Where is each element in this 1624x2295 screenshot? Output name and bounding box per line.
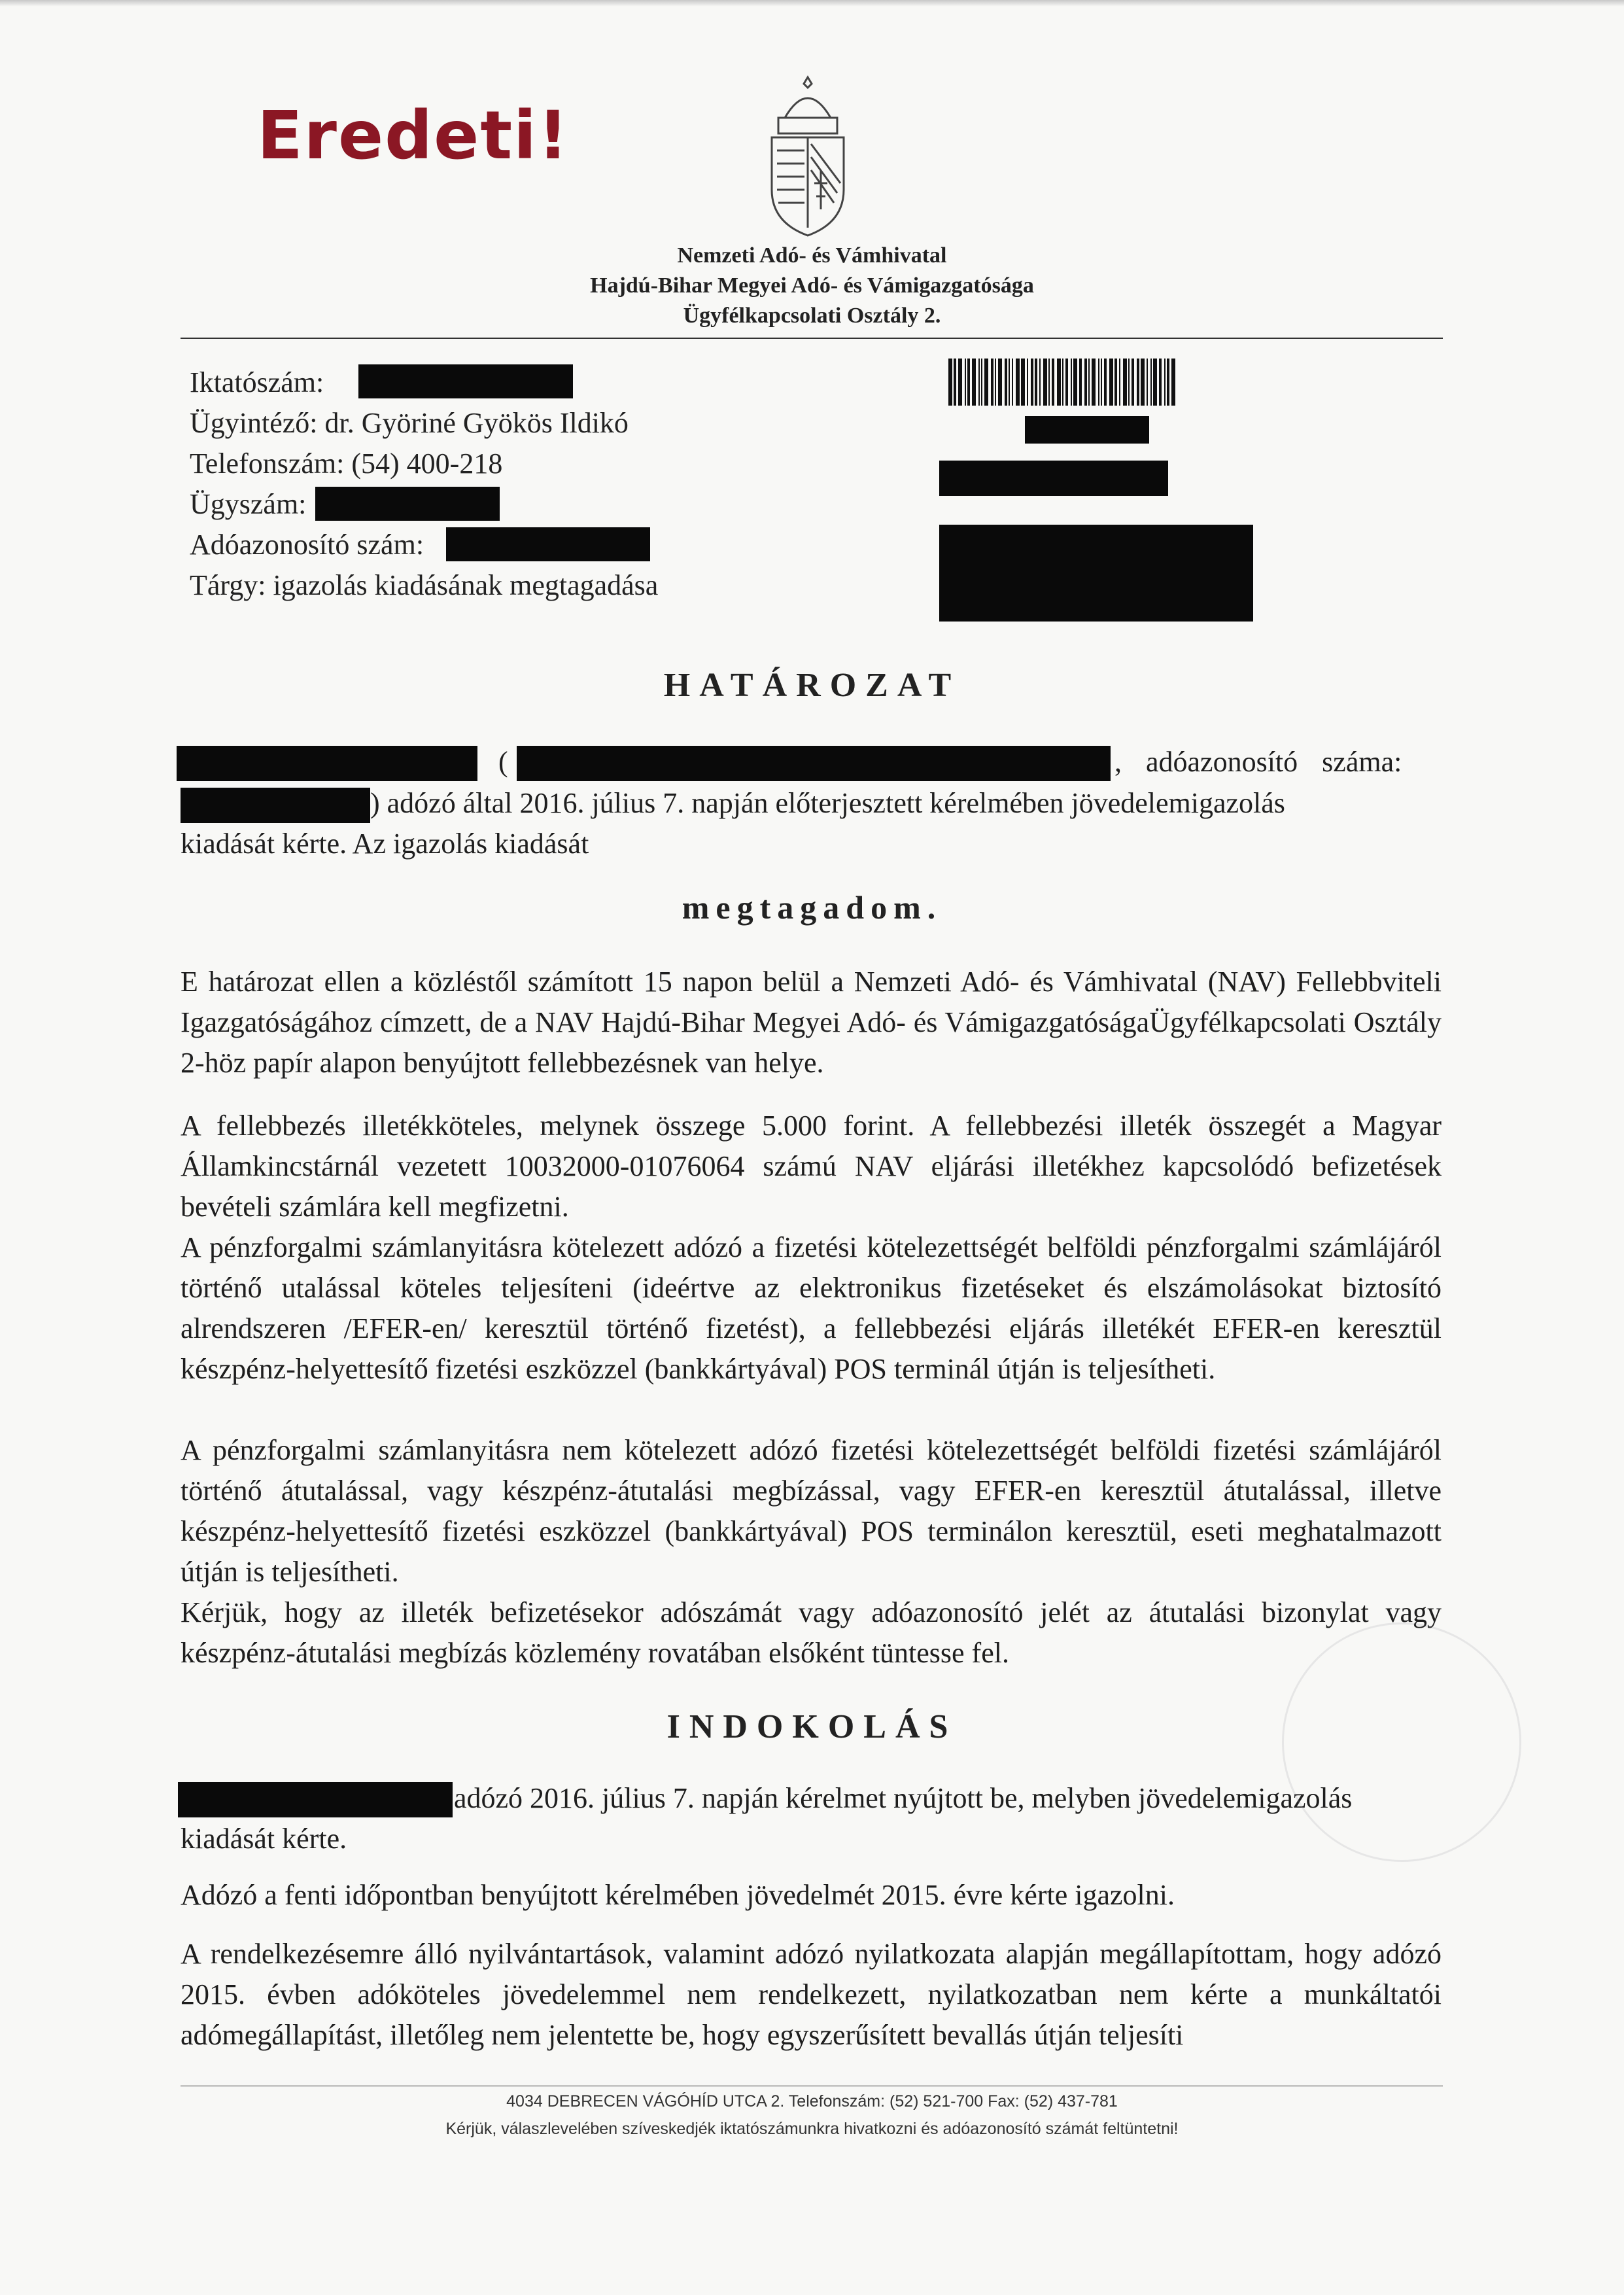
barcode-bar [1057, 359, 1061, 406]
redaction-recipient-address [939, 525, 1253, 622]
intro-open-paren: ( [498, 746, 508, 778]
barcode-bar [1071, 359, 1072, 406]
barcode-bar [1016, 359, 1020, 406]
agency-department: Ügyfélkapcsolati Osztály 2. [683, 304, 941, 328]
paragraph-payment-obligated: A pénzforgalmi számlanyitásra kötelezett adózó a fizetési kötelezettségét belföldi pénzforgalmi számlájáról történő utalással köteles teljesíteni (ideértve az elektronikus fizetéseket és elszámolásokat biztosító alrendszeren /EFER-en/ keresztül történő fizetést), a fellebbezési eljárás illetékét EFER-en keresztül készpénz-helyettesítő fizetési eszközzel (bankkártyával) POS terminál útján is teljesítheti. [181, 1231, 1442, 1385]
barcode-bar [1021, 359, 1025, 406]
meta-targy: Tárgy: igazolás kiadásának megtagadása [190, 569, 659, 601]
barcode-bar [995, 359, 996, 406]
title-indokolas: INDOKOLÁS [666, 1708, 958, 1745]
redaction-tax-id [181, 788, 370, 823]
barcode-bar [1119, 359, 1120, 406]
intro-tax-id-label: , adóazonosító száma: [1114, 746, 1402, 778]
title-hatarozat: HATÁROZAT [663, 667, 961, 704]
redaction-adoazonosito [446, 527, 650, 561]
paragraph-reference: Kérjük, hogy az illeték befizetésekor adószámát vagy adóazonosító jelét az átutalási bizonylat vagy készpénz-átutalási megbízás közlemény rovatában elsőként tüntesse fel. [181, 1596, 1442, 1669]
coat-of-arms-icon [759, 72, 857, 242]
barcode-bar [1048, 359, 1050, 406]
decision-megtagadom: megtagadom. [682, 889, 942, 926]
redaction-taxpayer-name [177, 746, 477, 781]
paragraph-fee: A fellebbezés illetékköteles, melynek összege 5.000 forint. A fellebbezési illeték összegét a Magyar Államkincstárnál vezetett 10032000-01076064 számú NAV eljárási illetékhez kapcsolódó befizetések bevételi számlára kell megfizetni. [181, 1110, 1442, 1223]
barcode-bar [1114, 359, 1117, 406]
barcode-bar [1062, 359, 1063, 406]
barcode-bar [1035, 359, 1037, 406]
barcode-bar [1043, 359, 1047, 406]
barcode-bar [1027, 359, 1028, 406]
redaction-recipient-line2 [939, 461, 1168, 496]
barcode-bar [1009, 359, 1010, 406]
faded-seal [1282, 1622, 1521, 1862]
reasoning-line1: adózó 2016. július 7. napján kérelmet nyújtott be, melyben jövedelemigazolás [454, 1782, 1353, 1814]
barcode-bar [1079, 359, 1082, 406]
barcode-bar [1137, 359, 1139, 406]
barcode-bar [981, 359, 982, 406]
barcode-bar [948, 359, 952, 406]
footer-note: Kérjük, válaszlevelében szíveskedjék iktatószámunkra hivatkozni és adóazonosító számát feltüntetni! [445, 2120, 1179, 2138]
barcode-bar [958, 359, 962, 406]
barcode-bar [1171, 359, 1175, 406]
barcode-bar [967, 359, 970, 406]
barcode-bar [954, 359, 956, 406]
redaction-taxpayer-address [517, 746, 1111, 781]
paragraph-appeal: E határozat ellen a közléstől számított 15 napon belül a Nemzeti Adó- és Vámhivatal (NAV) Fellebbviteli Igazgatóságához címzett, de a NAV Hajdú-Bihar Megyei Adó- és VámigazgatóságaÜgyfélkapcsolati Osztály 2-höz papír alapon benyújtott fellebbezésnek van helye. [181, 966, 1442, 1079]
barcode-bar [1005, 359, 1007, 406]
scan-edge [0, 0, 1624, 7]
reasoning-findings: A rendelkezésemre álló nyilvántartások, valamint adózó nyilatkozata alapján megállapítottam, hogy adózó 2015. évben adóköteles jövedelemmel nem rendelkezett, nyilatkozatban nem kérte a munkáltatói adómegállapítást, illetőleg nem jelentette be, hogy egyszerűsített bevallás útján teljesíti [181, 1938, 1442, 2051]
barcode-bar [998, 359, 1002, 406]
barcode [948, 359, 1230, 406]
barcode-bar [1073, 359, 1077, 406]
agency-name: Nemzeti Adó- és Vámhivatal [677, 243, 947, 268]
paragraph-payment-not-obligated: A pénzforgalmi számlanyitásra nem kötelezett adózó fizetési kötelezettségét belföldi fizetési számlájáról történő átutalással, vagy készpénz-átutalási megbízással, vagy EFER-en keresztül átutalással, illetve készpénz-helyettesítő fizetési eszközzel (bankkártyával) POS terminálon keresztül, eseti meghatalmazott útján is teljesítheti. [181, 1434, 1442, 1588]
barcode-bar [1088, 359, 1090, 406]
meta-iktatoszam: Iktatószám: [190, 366, 324, 398]
meta-adoazonosito: Adóazonosító szám: [190, 529, 424, 561]
redaction-ugyszam [315, 487, 500, 521]
barcode-bar [1128, 359, 1130, 406]
barcode-bar [978, 359, 980, 406]
barcode-bar [1092, 359, 1096, 406]
redaction-recipient-line1 [1025, 416, 1149, 444]
barcode-bar [1098, 359, 1099, 406]
redaction-iktatoszam [358, 364, 573, 398]
barcode-bar [1039, 359, 1041, 406]
meta-ugyintezo: Ügyintéző: dr. Györiné Gyökös Ildikó [190, 407, 629, 439]
redaction-taxpayer-name-2 [178, 1782, 453, 1817]
meta-telefon: Telefonszám: (54) 400-218 [190, 447, 503, 480]
reasoning-line2: kiadását kérte. [181, 1823, 347, 1855]
barcode-bar [1164, 359, 1166, 406]
barcode-bar [1084, 359, 1087, 406]
barcode-bar [1101, 359, 1102, 406]
intro-line2: ) adózó által 2016. július 7. napján előterjesztett kérelmében jövedelemigazolás [370, 787, 1285, 819]
barcode-bar [984, 359, 988, 406]
barcode-bar [1123, 359, 1127, 406]
intro-line3: kiadását kérte. Az igazolás kiadását [181, 828, 589, 860]
barcode-bar [1150, 359, 1152, 406]
agency-directorate: Hajdú-Bihar Megyei Adó- és Vámigazgatósága [590, 273, 1034, 298]
barcode-bar [1141, 359, 1145, 406]
footer-address: 4034 DEBRECEN VÁGÓHÍD UTCA 2. Telefonszám: (52) 521-700 Fax: (52) 437-781 [506, 2092, 1118, 2111]
barcode-bar [1065, 359, 1068, 406]
reasoning-period: Adózó a fenti időpontban benyújtott kérelmében jövedelmét 2015. évre kérte igazolni. [181, 1879, 1175, 1911]
barcode-bar [1109, 359, 1113, 406]
barcode-bar [1147, 359, 1148, 406]
barcode-bar [1159, 359, 1162, 406]
original-stamp: Eredeti! [257, 97, 570, 175]
meta-ugyszam: Ügyszám: [190, 488, 307, 520]
barcode-bar [972, 359, 976, 406]
barcode-bar [991, 359, 993, 406]
barcode-bar [1012, 359, 1013, 406]
barcode-bar [1031, 359, 1033, 406]
barcode-bar [1052, 359, 1054, 406]
barcode-bar [1153, 359, 1157, 406]
header-divider [181, 338, 1443, 339]
barcode-bar [1104, 359, 1107, 406]
barcode-bar [1167, 359, 1169, 406]
barcode-bar [965, 359, 966, 406]
barcode-bar [1132, 359, 1134, 406]
